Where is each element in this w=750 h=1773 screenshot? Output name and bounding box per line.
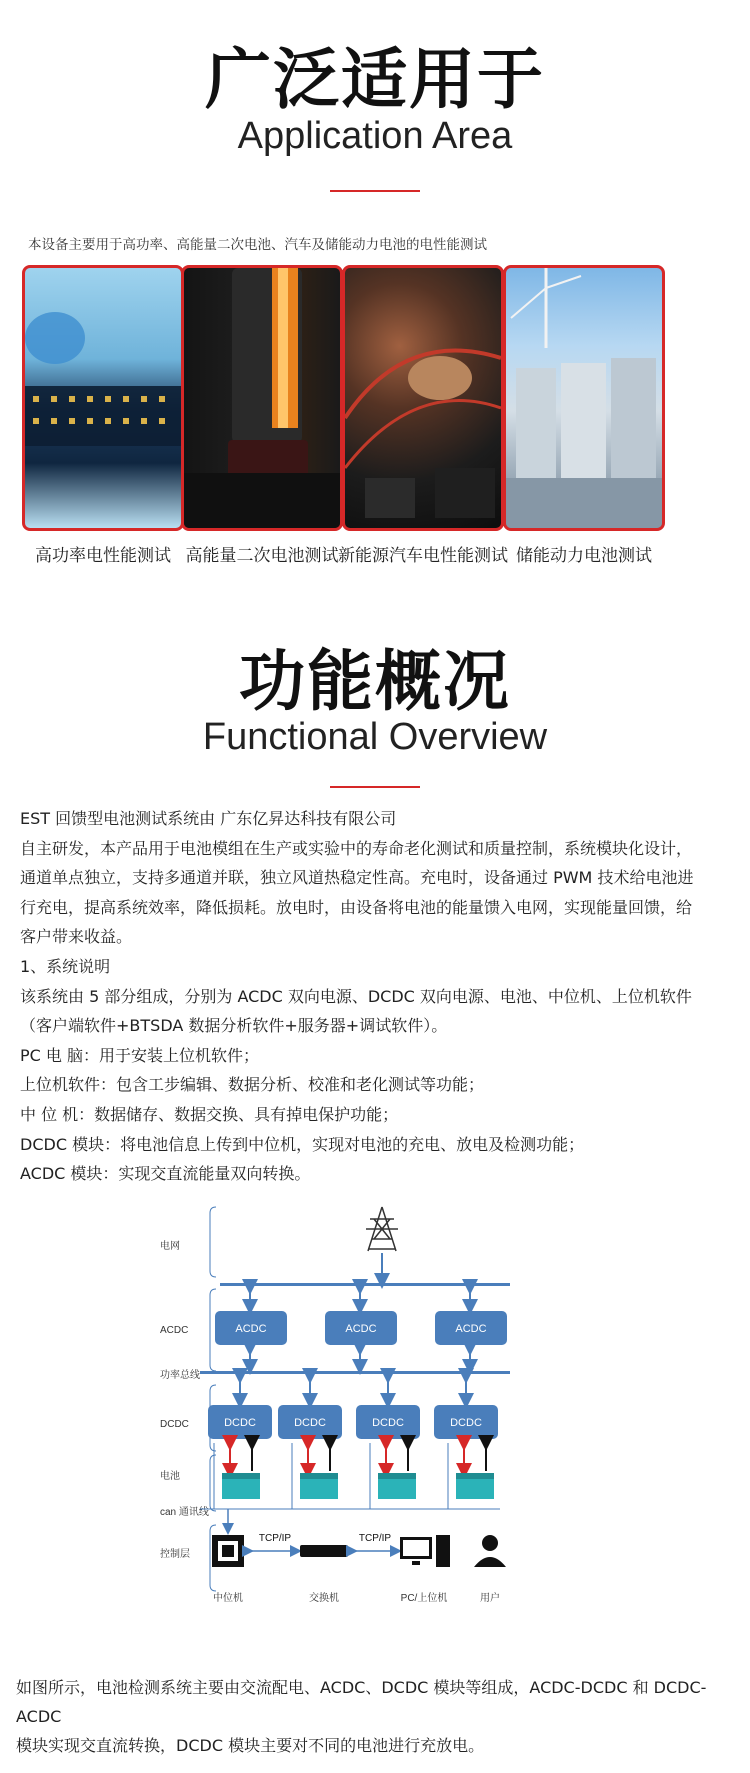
svg-text:ACDC: ACDC [455,1323,487,1335]
device-label: PC/上位机 [400,1593,448,1604]
dcdc-box [434,1405,498,1439]
card-image-engine [342,265,504,531]
device-label: 用户 [480,1593,500,1604]
caption-line: 模块实现交直流转换，DCDC 模块主要对不同的电池进行充放电。 [16,1736,485,1755]
svg-text:DCDC: DCDC [450,1417,482,1429]
overview-line: ACDC 模块：实现交直流能量双向转换。 [20,1164,311,1184]
overview-line: 客户带来收益。 [20,927,133,947]
user-icon [474,1535,506,1567]
battery-icon [456,1473,494,1499]
layer-label-can: can 通讯线 [160,1507,209,1518]
application-title-en: Application Area [237,115,513,157]
device-label: 交换机 [309,1593,339,1604]
card-high-power [22,265,184,566]
card-high-energy [181,265,343,566]
layer-label-dcdc: DCDC [160,1419,189,1430]
diagram-caption [16,1673,736,1760]
overview-line: 上位机软件：包含工步编辑、数据分析、校准和老化测试等功能； [20,1075,485,1095]
layer-label-acdc: ACDC [160,1325,189,1336]
svg-text:ACDC: ACDC [235,1323,267,1335]
acdc-box [215,1311,287,1345]
overview-line: 通道单点独立，支持多通道并联，独立风道热稳定性高。充电时，设备通过 PWM 技术给电池进 [20,868,694,888]
battery-icon [378,1473,416,1499]
card-label: 高功率电性能测试 [35,546,171,566]
card-image-device [181,265,343,531]
overview-title-cn: 功能概况 [239,643,511,720]
card-label: 新能源汽车电性能测试 [338,546,508,566]
dcdc-box [208,1405,272,1439]
caption-line: 如图所示，电池检测系统主要由交流配电、ACDC、DCDC 模块等组成，ACDC-DCDC 和 DCDC- [16,1678,707,1697]
svg-text:DCDC: DCDC [224,1417,256,1429]
layer-label-control: 控制层 [160,1549,190,1560]
svg-text:DCDC: DCDC [372,1417,404,1429]
application-title-cn: 广泛适用于 [205,41,545,118]
application-intro: 本设备主要用于高功率、高能量二次电池、汽车及储能动力电池的电性能测试 [28,237,487,253]
card-label: 高能量二次电池测试 [185,546,339,566]
overview-line: 自主研发，本产品用于电池模组在生产或实验中的寿命老化测试和质量控制，系统模块化设计， [20,838,693,858]
overview-line: DCDC 模块：将电池信息上传到中位机，实现对电池的充电、放电及检测功能； [20,1134,585,1154]
card-ev [338,265,508,566]
dcdc-box [356,1405,420,1439]
overview-line: （客户端软件+BTSDA 数据分析软件+服务器+调试软件）。 [20,1016,448,1036]
power-tower-icon [366,1207,398,1251]
acdc-box [435,1311,507,1345]
card-label: 储能动力电池测试 [516,546,652,566]
svg-text:ACDC: ACDC [345,1323,377,1335]
device-label: 中位机 [213,1593,243,1604]
section-divider [330,190,420,192]
overview-line: 该系统由 5 部分组成，分别为 ACDC 双向电源、DCDC 双向电源、电池、中位机、上位机软件 [20,986,692,1006]
layer-label-battery: 电池 [160,1471,180,1482]
section-divider [330,786,420,788]
battery-icon [300,1473,338,1499]
layer-label-power-bus: 功率总线 [160,1370,200,1381]
overview-line: EST 回馈型电池测试系统由 广东亿昇达科技有限公司 [20,809,397,828]
dcdc-box [278,1405,342,1439]
card-image-storage [503,265,665,531]
acdc-box [325,1311,397,1345]
svg-text:DCDC: DCDC [294,1417,326,1429]
system-diagram [160,1205,590,1645]
overview-line: PC 电 脑：用于安装上位机软件； [20,1045,259,1065]
card-image-pcb [22,265,184,531]
card-storage [503,265,665,566]
caption-line: ACDC [16,1707,62,1726]
switch-icon [300,1545,348,1557]
link-label: TCP/IP [258,1533,292,1544]
battery-icon [222,1473,260,1499]
overview-line: 中 位 机：数据储存、数据交换、具有掉电保护功能； [20,1104,399,1124]
overview-body [20,804,732,1189]
layer-label-grid: 电网 [160,1241,180,1252]
link-label: TCP/IP [358,1533,392,1544]
computer-icon [400,1535,450,1567]
chip-icon [212,1535,244,1567]
overview-line: 1、系统说明 [20,956,111,976]
overview-line: 行充电，提高系统效率，降低损耗。放电时，由设备将电池的能量馈入电网，实现能量回馈，给 [20,897,693,917]
application-cards [22,265,730,565]
overview-title-en: Functional Overview [202,716,548,758]
